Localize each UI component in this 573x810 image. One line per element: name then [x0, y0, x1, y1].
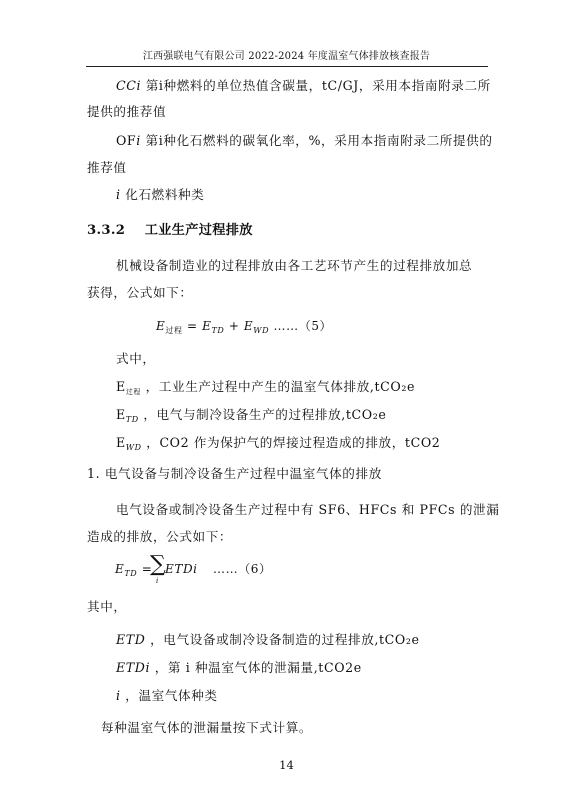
def-etd-text: ，电气与制冷设备生产的过程排放,tCO₂e: [143, 407, 387, 422]
def-etdi-text: ，第 i 种温室气体的泄漏量,tCO2e: [154, 660, 362, 675]
def-gas-type-text: ，温室气体种类: [125, 688, 218, 703]
def-etd-total-line: [116, 632, 420, 648]
def-etdi-symbol: ETDi: [116, 660, 151, 675]
def-ewd-sub: WD: [125, 443, 142, 452]
def-etd-sub: TD: [125, 415, 139, 424]
para3: 每种温室气体的泄漏量按下式计算。: [101, 720, 313, 735]
para2-line2: 造成的排放，公式如下：: [87, 529, 233, 544]
def-ewd-line: [116, 435, 440, 456]
def-ofi-symbol-i: i: [136, 133, 141, 148]
where-label-2: 其中，: [87, 599, 127, 614]
def-ofi-symbol: OF: [116, 133, 137, 148]
eq5-lhs: E: [156, 319, 166, 333]
eq6-eq-sign: =: [141, 562, 153, 576]
eq6-lhs-sub: TD: [124, 569, 138, 578]
def-etd-line: [116, 407, 386, 428]
eq6-sigma-sub: i: [156, 577, 159, 585]
def-ewd-text: ，CO2 作为保护气的焊接过程造成的排放，tCO2: [146, 435, 441, 450]
eq5-plus: + E: [228, 319, 254, 333]
def-gas-type-line: [116, 688, 218, 704]
eq6-dots: ……（6）: [213, 562, 272, 576]
def-i-line: [116, 187, 204, 203]
def-etd-total-symbol: ETD: [116, 632, 146, 647]
def-etd-symbol: E: [116, 407, 126, 422]
def-eproc-text: ，工业生产过程中产生的温室气体排放,tCO₂e: [145, 379, 416, 394]
def-i-symbol: i: [116, 187, 121, 202]
eq6-lhs: E: [115, 562, 125, 576]
eq6-term: ETDi: [165, 562, 198, 576]
def-i-text: 化石燃料种类: [125, 187, 205, 202]
where-label-1: 式中，: [116, 351, 156, 366]
def-eproc-sub: 过程: [125, 388, 141, 396]
list-item-1: 1. 电气设备与制冷设备生产过程中温室气体的排放: [87, 466, 382, 481]
def-etd-total-text: ，电气设备或制冷设备制造的过程排放,tCO₂e: [150, 632, 420, 647]
header-divider: [86, 66, 488, 67]
eq5-t2-sub: WD: [253, 326, 270, 335]
def-cci-symbol: CCi: [116, 78, 142, 93]
eq5-dots: ……（5）: [273, 319, 333, 333]
para1-line2: 获得，公式如下：: [87, 285, 193, 300]
def-cci-line1: [116, 78, 491, 94]
eq5-t1-sub: TD: [211, 326, 225, 335]
header-title: 江西强联电气有限公司 2022-2024 年度温室气体排放核查报告: [142, 51, 431, 62]
def-cci-text1: 第i种燃料的单位热值含碳量，tC/GJ，采用本指南附录二所: [145, 78, 491, 93]
eq6-lhs-group: [115, 561, 152, 582]
page-number: 14: [279, 758, 294, 772]
def-cci-line2: 提供的推荐值: [87, 104, 167, 119]
section-title: 工业生产过程排放: [144, 223, 253, 238]
def-etdi-line: [116, 660, 362, 676]
section-number: 3.3.2: [87, 223, 126, 238]
para2-line1: 电气设备或制冷设备生产过程中有 SF6、HFCs 和 PFCs 的泄漏: [116, 502, 500, 517]
def-eproc-symbol: E: [116, 379, 126, 394]
def-ewd-symbol: E: [116, 435, 126, 450]
def-ofi-line2: 推荐值: [87, 160, 127, 175]
section-heading: [87, 223, 253, 239]
def-ofi-text1: 第i种化石燃料的碳氧化率，%，采用本指南附录二所提供的: [145, 133, 493, 148]
para1-line1: 机械设备制造业的过程排放由各工艺环节产生的过程排放加总: [116, 258, 473, 273]
equation-5: [156, 318, 332, 339]
def-gas-type-symbol: i: [116, 688, 121, 703]
def-eproc-line: [116, 379, 415, 400]
eq6-sigma: ∑: [150, 552, 166, 577]
eq5-lhs-sub: 过程: [165, 326, 183, 335]
eq5-rhs: = E: [187, 319, 212, 333]
def-ofi-line1: [116, 133, 493, 149]
